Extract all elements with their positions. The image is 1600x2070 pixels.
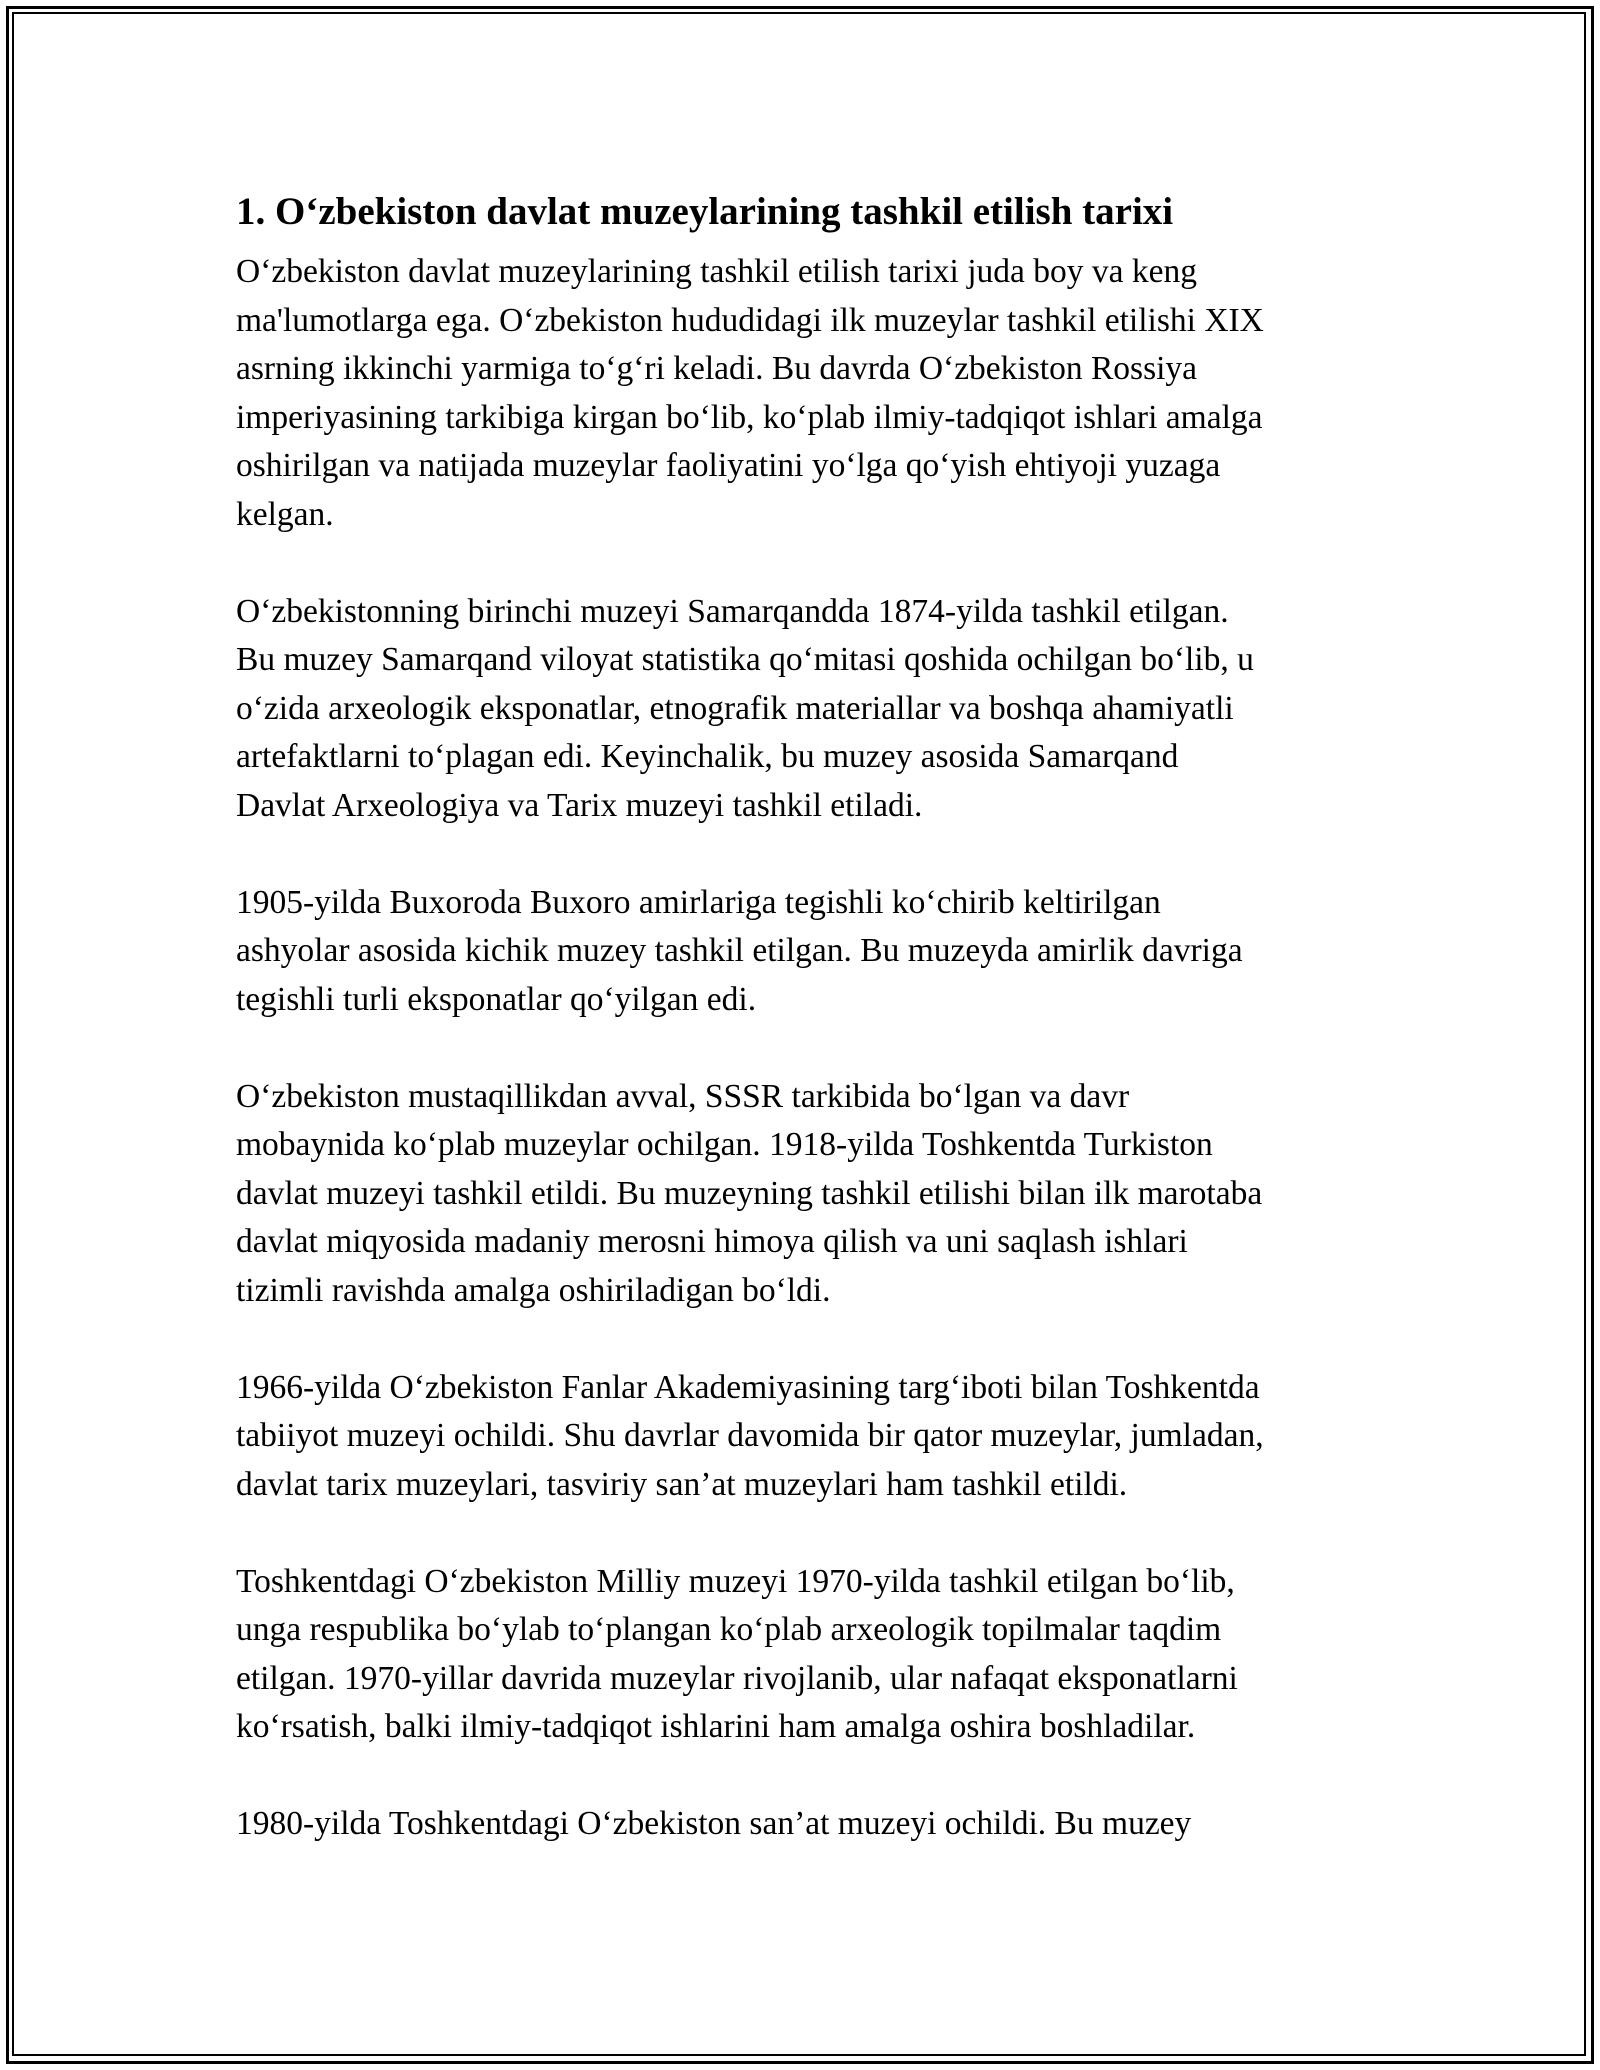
paragraph-3: 1905-yilda Buxoroda Buxoro amirlariga tegishli ko‘chirib keltirilgan ashyolar asosida kichik muzey tashkil etilgan. Bu muzeyda amirlik davriga tegishli turli eksponatlar qo‘yilgan edi. — [236, 883, 1243, 1018]
document-body — [236, 186, 1396, 1849]
paragraph-7: 1980-yilda Toshkentdagi O‘zbekiston san’at muzeyi ochildi. Bu muzey — [236, 1805, 1192, 1842]
paragraph-5: 1966-yilda O‘zbekiston Fanlar Akademiyasining targ‘iboti bilan Toshkentda tabiiyot muzeyi ochildi. Shu davrlar davomida bir qator muzeylar, jumladan, davlat tarix muzeylari, tasviriy san’at muzeylari ham tashkil etildi. — [236, 1368, 1264, 1503]
paragraph-6: Toshkentdagi O‘zbekiston Milliy muzeyi 1970-yilda tashkil etilgan bo‘lib, unga respublika bo‘ylab to‘plangan ko‘plab arxeologik topilmalar taqdim etilgan. 1970-yillar davrida muzeylar rivojlanib, ular nafaqat eksponatlarni ko‘rsatish, balki ilmiy-tadqiqot ishlarini ham amalga oshira boshladilar. — [236, 1562, 1238, 1745]
paragraph-2: O‘zbekistonning birinchi muzeyi Samarqandda 1874-yilda tashkil etilgan. Bu muzey Samarqand viloyat statistika qo‘mitasi qoshida ochilgan bo‘lib, u o‘zida arxeologik eksponatlar, etnografik materiallar va boshqa ahamiyatli artefaktlarni to‘plagan edi. Keyinchalik, bu muzey asosida Samarqand Davlat Arxeologiya va Tarix muzeyi tashkil etiladi. — [236, 592, 1254, 824]
paragraph-4: O‘zbekiston mustaqillikdan avval, SSSR tarkibida bo‘lgan va davr mobaynida ko‘plab muzeylar ochilgan. 1918-yilda Toshkentda Turkiston davlat muzeyi tashkil etildi. Bu muzeyning tashkil etilishi bilan ilk marotaba davlat miqyosida madaniy merosni himoya qilish va uni saqlash ishlari tizimli ravishda amalga oshiriladigan bo‘ldi. — [236, 1077, 1263, 1309]
paragraph-1: O‘zbekiston davlat muzeylarining tashkil etilish tarixi juda boy va keng ma'lumotlarga ega. O‘zbekiston hududidagi ilk muzeylar tashkil etilishi XIX asrning ikkinchi yarmiga to‘g‘ri keladi. Bu davrda O‘zbekiston Rossiya imperiyasining tarkibiga kirgan bo‘lib, ko‘plab ilmiy-tadqiqot ishlari amalga oshirilgan va natijada muzeylar faoliyatini yo‘lga qo‘yish ehtiyoji yuzaga kelgan. — [236, 253, 1264, 533]
section-title: 1. O‘zbekiston davlat muzeylarining tashkil etilish tarixi — [236, 190, 1174, 233]
